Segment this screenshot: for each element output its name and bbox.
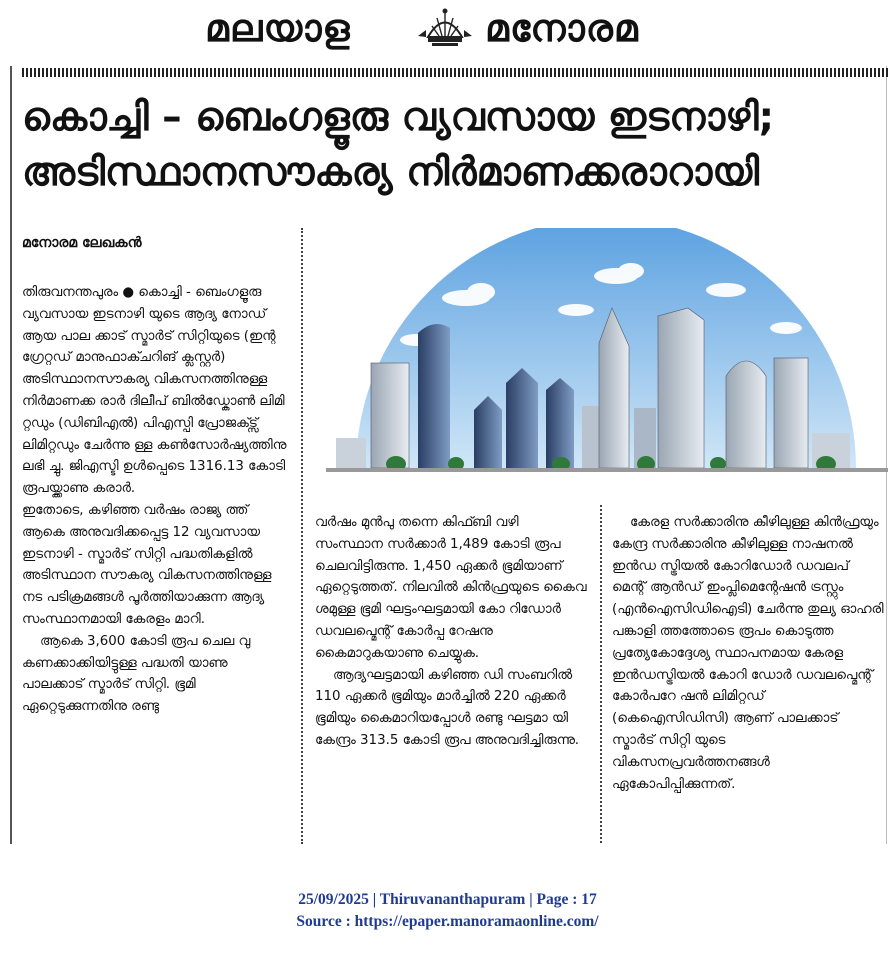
header-rule xyxy=(22,68,888,77)
paragraph: വർഷം മുൻപു തന്നെ കിഫ്ബി വഴി സംസ്ഥാന സർക്കാർ 1,489 കോടി രൂപ ചെലവിട്ടിരുന്നു. 1,450 ഏക്കർ ഭൂമിയാണ് ഏറ്റെടുത്തത്. നിലവിൽ കിൻഫ്രയുടെ കൈവ ശമുള്ള ഭൂമി ഘട്ടംഘട്ടമായി കോ റിഡോർ ഡവലപ്മെന്റ് കോർപ്പ റേഷനു കൈമാറുകയാണു ചെയ്യുക. xyxy=(315,515,587,661)
paragraph: ആദ്യഘട്ടമായി കഴിഞ്ഞ ഡി സംബറിൽ 110 ഏക്കർ ഭൂമിയും മാർച്ചിൽ 220 ഏക്കർ ഭൂമിയും കൈമാറിയപ്പോൾ രണ്ടു ഘട്ടമാ യി കേന്ദ്രം 313.5 കോടി രൂപ അനുവദിച്ചിരുന്നു. xyxy=(315,667,580,748)
headline xyxy=(22,90,888,200)
masthead xyxy=(0,0,895,58)
paragraph: ഇതോടെ, കഴിഞ്ഞ വർഷം രാജ്യ ത്ത് ആകെ അനുവദിക്കപ്പെട്ട 12 വ്യവസായ ഇടനാഴി - സ്മാർട് സിറ്റി പദ്ധതികളിൽ അടിസ്ഥാന സൗകര്യ വികസനത്തിനുള്ള നട പടിക്രമങ്ങൾ പൂർത്തിയാക്കുന്ന ആദ്യ സംസ്ഥാനമായി കേരളം മാറി. xyxy=(22,502,272,627)
byline: മനോരമ ലേഖകൻ xyxy=(22,235,142,251)
footer-source: Source : https://epaper.manoramaonline.com/ xyxy=(296,913,599,930)
masthead-name-right: മനോരമ xyxy=(485,6,639,50)
headline-line1: കൊച്ചി – ബെംഗളൂരു വ്യവസായ ഇടനാഴി; xyxy=(22,95,775,140)
headline-line2: അടിസ്ഥാനസൗകര്യ നിർമാണക്കരാറായി xyxy=(22,150,760,195)
article-column-2 xyxy=(315,512,587,752)
masthead-name-left: മലയാള xyxy=(205,6,351,50)
column-divider xyxy=(301,228,303,844)
paragraph: കേരള സർക്കാരിനു കീഴിലുള്ള കിൻഫ്രയും കേന്ദ്ര സർക്കാരിനു കീഴിലുള്ള നാഷനൽ ഇൻഡ സ്ട്രിയൽ കോറിഡോർ ഡവലപ് മെന്റ് ആൻഡ് ഇംപ്ലിമെന്റേഷൻ ട്രസ്റ്റും (എൻഐസിഡിഐടി) ചേർന്നു തുല്യ ഓഹരി പങ്കാളി ത്തത്തോടെ രൂപം കൊടുത്ത പ്രത്യേകോദ്ദേശ്യ സ്ഥാപനമായ കേരള ഇൻഡസ്ട്രിയൽ കോറി ഡോർ ഡവലപ്മെന്റ് കോർപറേ ഷൻ ലിമിറ്റഡ് (കെഐസിഡിസി) ആണ് പാലക്കാട് സ്മാർട് സിറ്റി യുടെ വികസനപ്രവർത്തനങ്ങൾ ഏകോപിപ്പിക്കുന്നത്. xyxy=(612,515,884,792)
city-skyline-illustration xyxy=(326,228,888,486)
emblem-icon xyxy=(412,6,478,48)
paragraph: തിരുവനന്തപുരം ● കൊച്ചി - ബെംഗളൂരു വ്യവസായ ഇടനാഴി യുടെ ആദ്യ നോഡ് ആയ പാല ക്കാട് സ്മാർട് സിറ്റിയുടെ (ഇന്റ ഗ്രേറ്റഡ് മാനുഫാക്ചറിങ് ക്ലസ്റ്റർ) അടിസ്ഥാനസൗകര്യ വികസനത്തിനുള്ള നിർമാണക്ക രാർ ദിലീപ് ബിൽഡ്കോൺ ലിമി റ്റഡും (ഡിബിഎൽ) പിഎസ്പി പ്രോജക്ട്സ് ലിമിറ്റഡും ചേർന്നു ള്ള കൺസോർഷ്യത്തിനു ലഭി ച്ചു. ജിഎസ്ടി ഉൾപ്പെടെ 1316.13 കോടി രൂപയ്ക്കാണു കരാർ. xyxy=(22,285,287,497)
left-border xyxy=(10,66,12,844)
article-column-3 xyxy=(612,512,884,795)
article-column-1 xyxy=(22,282,288,718)
footer-dateline: 25/09/2025 | Thiruvananthapuram | Page : 17 xyxy=(298,891,597,908)
column-divider xyxy=(600,505,602,843)
paragraph: ആകെ 3,600 കോടി രൂപ ചെല വു കണക്കാക്കിയിട്ടുള്ള പദ്ധതി യാണു പാലക്കാട് സ്മാർട് സിറ്റി. ഭൂമി ഏറ്റെടുക്കുന്നതിനു രണ്ടു xyxy=(22,633,251,715)
